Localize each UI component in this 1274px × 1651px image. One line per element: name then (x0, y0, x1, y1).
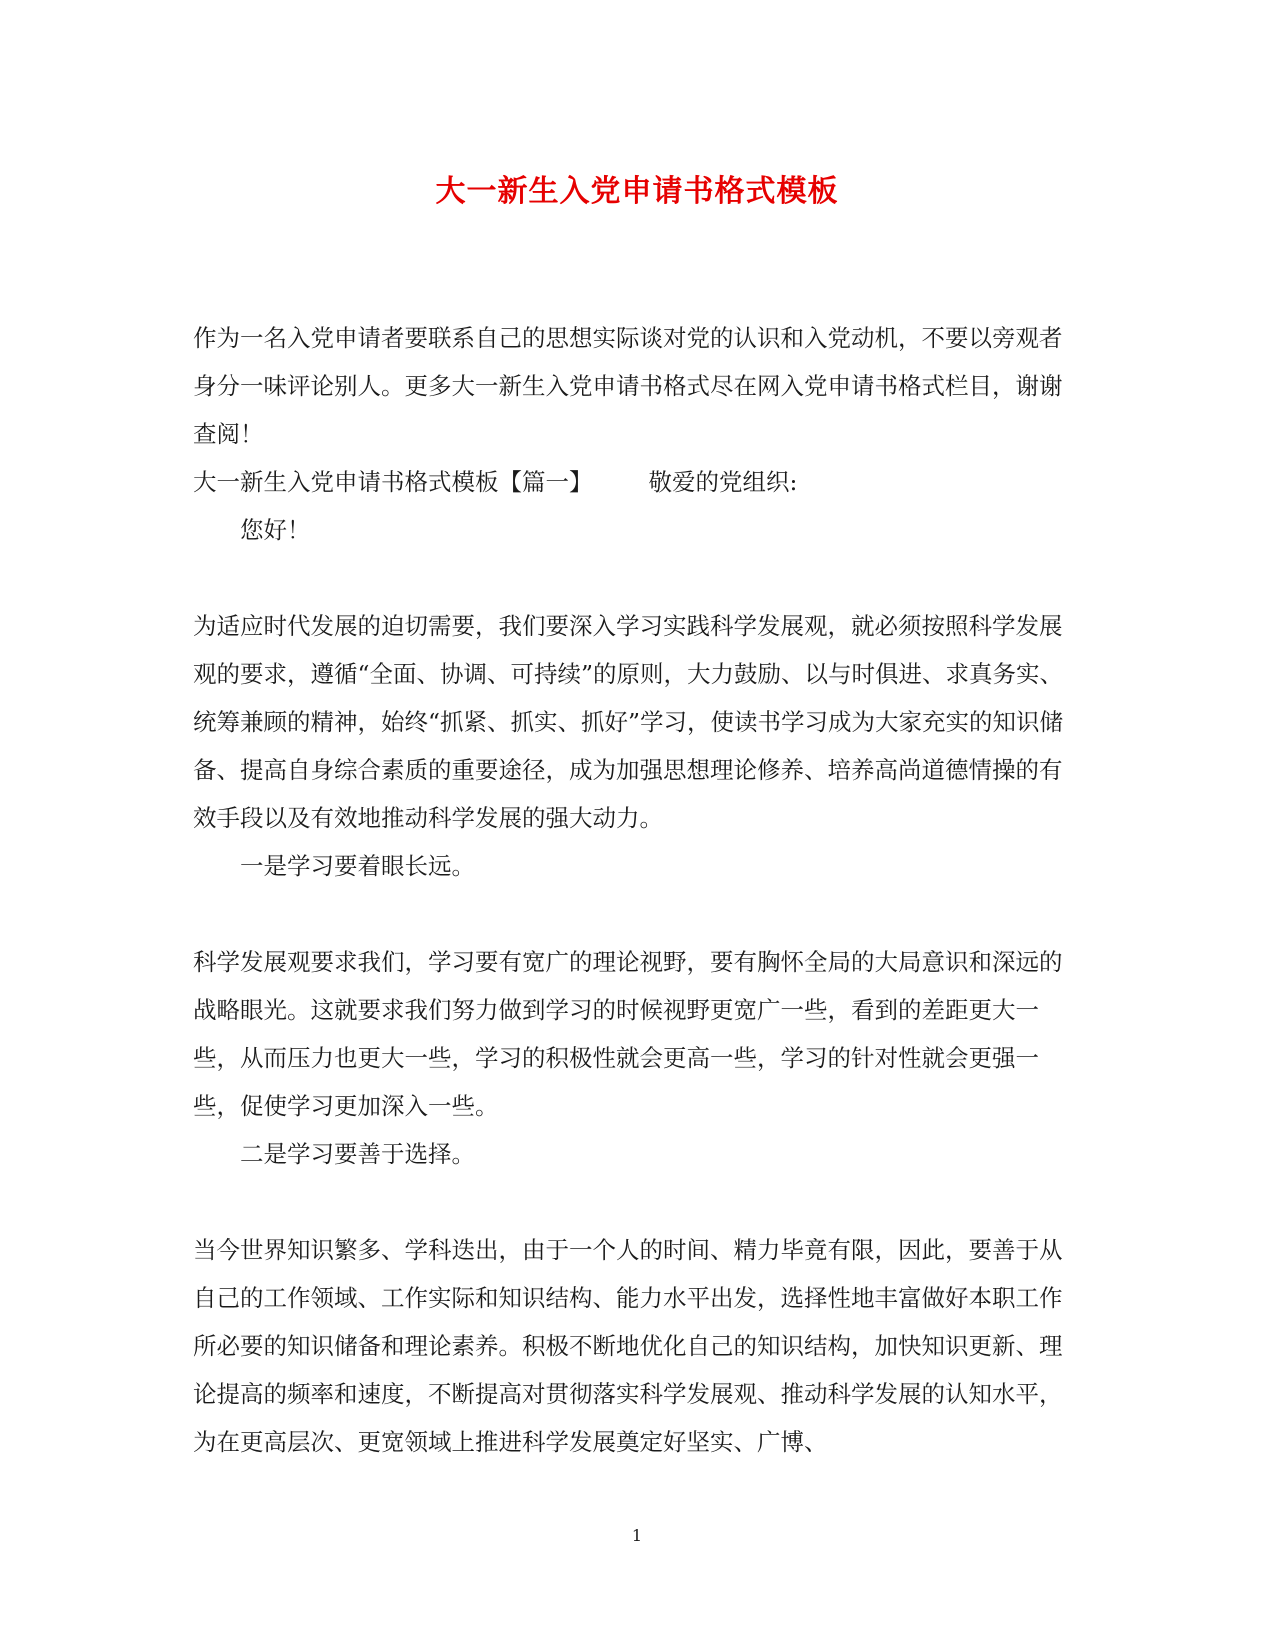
section-heading-1: 一是学习要着眼长远。 (240, 852, 475, 880)
template-heading: 大一新生入党申请书格式模板【篇一】 (193, 468, 593, 496)
greeting: 您好！ (240, 516, 311, 544)
template-heading-line (193, 458, 1075, 506)
body-paragraph-1: 为适应时代发展的迫切需要，我们要深入学习实践科学发展观，就必须按照科学发展观的要求，遵循“全面、协调、可持续”的原则，大力鼓励、以与时俱进、求真务实、统筹兼顾的精神，始终“抓紧、抓实、抓好”学习，使读书学习成为大家充实的知识储备、提高自身综合素质的重要途径，成为加强思想理论修养、培养高尚道德情操的有效手段以及有效地推动科学发展的强大动力。 (193, 612, 1064, 832)
page-number: 1 (631, 1526, 643, 1545)
intro-paragraph: 作为一名入党申请者要联系自己的思想实际谈对党的认识和入党动机，不要以旁观者身分一味评论别人。更多大一新生入党申请书格式尽在网入党申请书格式栏目，谢谢查阅！ (193, 324, 1063, 448)
document-title: 大一新生入党申请书格式模板 (435, 174, 839, 209)
document-body (193, 314, 1075, 1466)
section-heading-2: 二是学习要善于选择。 (240, 1140, 475, 1168)
body-paragraph-2: 科学发展观要求我们，学习要有宽广的理论视野，要有胸怀全局的大局意识和深远的战略眼光。这就要求我们努力做到学习的时候视野更宽广一些，看到的差距更大一些，从而压力也更大一些，学习的积极性就会更高一些，学习的针对性就会更强一些，促使学习更加深入一些。 (193, 948, 1063, 1120)
body-paragraph-3: 当今世界知识繁多、学科迭出，由于一个人的时间、精力毕竟有限，因此，要善于从自己的工作领域、工作实际和知识结构、能力水平出发，选择性地丰富做好本职工作所必要的知识储备和理论素养。积极不断地优化自己的知识结构，加快知识更新、理论提高的频率和速度，不断提高对贯彻落实科学发展观、推动科学发展的认知水平，为在更高层次、更宽领域上推进科学发展奠定好坚实、广博、 (193, 1236, 1063, 1456)
salutation: 敬爱的党组织: (648, 468, 798, 496)
